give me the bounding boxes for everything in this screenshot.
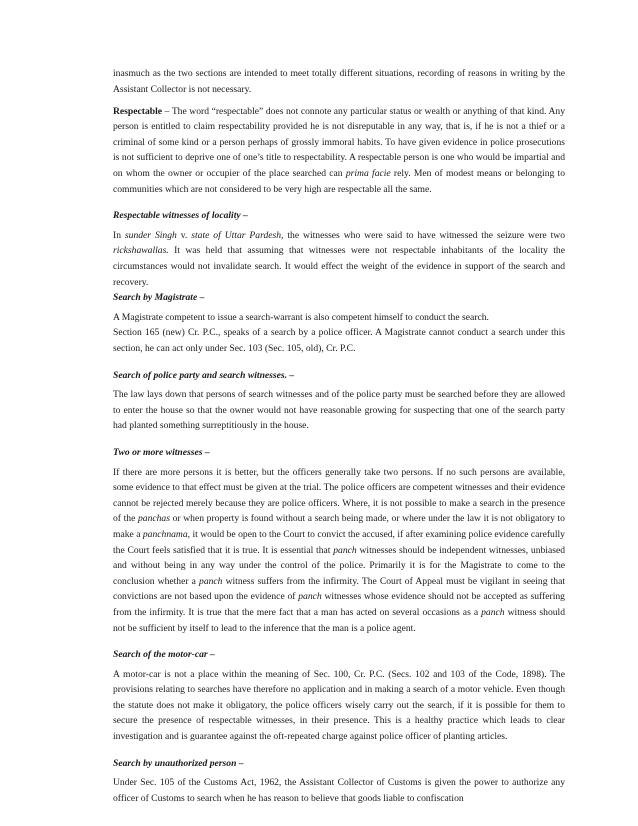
tm-text-7: witness should not be sufficient by itself to lead to the inference that the man is a police agent. (113, 606, 566, 634)
tm-text-3: it would be open to the Court to convict the accused, if after examining police evidence carefully the Court feels satisfied that it is true. It is essential that (113, 528, 565, 556)
tm-text-6: witnesses whose evidence should not be accepted as suffering from the infirmity. It is true that the mere fact that a man has acted on several occasions as a (113, 591, 565, 618)
respectable-text-2: rely. Men of modest means or belonging to communities which are not considered to be very high are respectable all the same. (113, 168, 565, 195)
respectable-paragraph (113, 104, 565, 198)
wl-text-2: v. (176, 229, 192, 241)
tm-italic-2: panchnama, (142, 528, 191, 540)
heading-motor-car: Search of the motor-car – (113, 649, 215, 661)
two-or-more-paragraph (113, 465, 565, 637)
heading-unauthorized: Search by unauthorized person – (113, 757, 244, 769)
magistrate-paragraph-2: Section 165 (new) Cr. P.C., speaks of a search by a police officer. A Magistrate cannot conduct a search under this section, he can act only under Sec. 103 (Sec. 105, old), Cr. P.C. (113, 327, 565, 354)
wl-italic-3: rickshawallas. (113, 245, 169, 257)
tm-italic-4: panch (199, 575, 223, 587)
wl-italic-1: sunder Singh (124, 229, 177, 241)
tm-italic-3: panch (333, 544, 357, 556)
tm-text-1: If there are more persons it is better, but the officers generally take two persons. If no such persons are available, some evidence to that effect must be given at the trial. The police officers are competent witnesses and their evidence cannot be rejected merely because they are police officers. Where, it is not possible to make a search in the presence of the (113, 466, 565, 525)
tm-text-5: witness suffers from the infirmity. The Court of Appeal must be vigilant in seeing that convictions are not based upon the evidence of (113, 575, 565, 603)
tm-italic-5: panch (298, 591, 322, 603)
wl-text-1: In (113, 229, 125, 241)
magistrate-paragraph-1: A Magistrate competent to issue a search-warrant is also competent himself to conduct the search. (113, 311, 489, 323)
tm-italic-1: panchas (137, 513, 170, 525)
heading-magistrate: Search by Magistrate – (113, 292, 205, 304)
respectable-text-1: – The word “respectable” does not connote any particular status or wealth or anything of that kind. Any person is entitled to claim respectability provided he is not disreputable in any way, that is, if he is not a thief or a criminal of some kind or a person perhaps of grossly immoral habits. To have given evidence in police prosecutions is not sufficient to deprive one of one’s title to respectability. A respectable person is one who would be impartial and on whom the owner or occupier of the place searched can (113, 105, 565, 180)
wl-italic-2: state of Uttar Pardesh (191, 229, 282, 241)
heading-police-party: Search of police party and search witnesses. – (113, 369, 295, 381)
tm-italic-6: panch (481, 606, 505, 618)
intro-paragraph: inasmuch as the two sections are intended to meet totally different situations, recording of reasons in writing by the Assistant Collector is not necessary. (113, 68, 565, 95)
motor-car-paragraph: A motor-car is not a place within the meaning of Sec. 100, Cr. P.C. (Secs. 102 and 103 of the Code, 1898). The provisions relating to searches have therefore no application and in making a search of a motor vehicle. Even though the statute does not make it obligatory, the police officers wisely carry out the search, if it is possible for them to secure the presence of respectable witnesses, in their presence. This is a healthy practice which leads to clear investigation and is guarantee against the oft-repeated charge against police officer of planting articles. (113, 668, 565, 743)
unauthorized-paragraph: Under Sec. 105 of the Customs Act, 1962, the Assistant Collector of Customs is given the power to authorize any officer of Customs to search when he has reason to believe that goods liable to confiscation (113, 777, 565, 804)
wl-text-4: It was held that assuming that witnesses were not respectable inhabitants of the locality the circumstances would not invalidate search. It would effect the weight of the evidence in support of the search and recovery. (113, 245, 565, 288)
heading-two-or-more: Two or more witnesses – (113, 446, 210, 458)
tm-text-4: witnesses should be independent witnesses, unbiased and without being in any way under the control of the police. Primarily it is for the Magistrate to come to the conclusion whether a (113, 544, 565, 587)
respectable-italic-1: prima facie (345, 168, 391, 180)
document-page (113, 66, 565, 806)
heading-witnesses-locality: Respectable witnesses of locality – (113, 210, 248, 222)
wl-text-3: , the witnesses who were said to have witnessed the seizure were two (281, 229, 566, 241)
tm-text-2: or when property is found without a search being made, or where under the law it is not obligatory to make a (113, 513, 565, 540)
witnesses-locality-paragraph (113, 228, 565, 290)
police-party-paragraph: The law lays down that persons of search witnesses and of the police party must be searched before they are allowed to enter the house so that the owner would not have reasonable growing for suspecting that one of the search party had planted something surreptitiously in the house. (113, 389, 565, 432)
respectable-lead: Respectable (113, 105, 163, 117)
